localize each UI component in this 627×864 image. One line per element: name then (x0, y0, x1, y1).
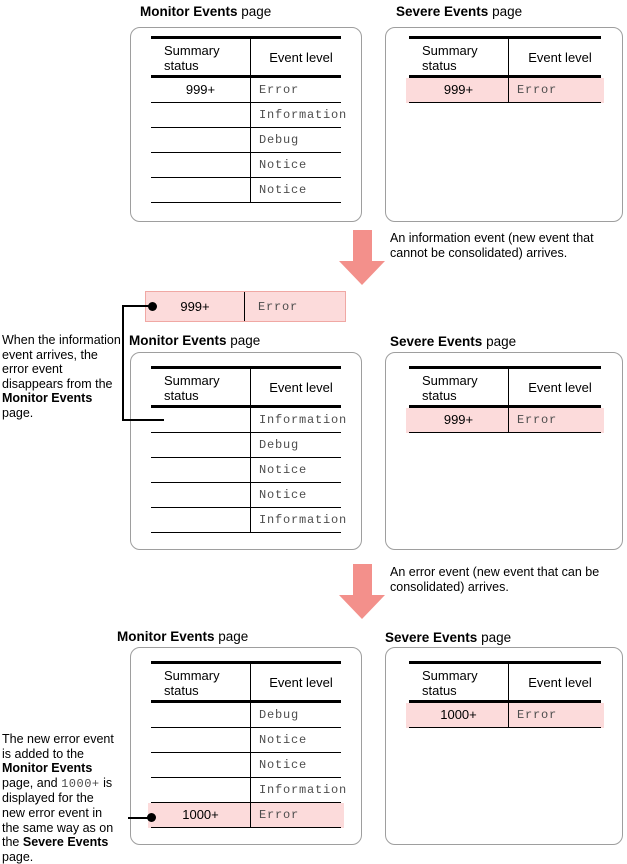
table-header-row (151, 39, 341, 78)
stage3-severe-title (385, 630, 511, 645)
table-header-row (409, 369, 601, 408)
table-row-highlighted (409, 408, 601, 433)
stage3-severe-table (409, 661, 601, 728)
table-row (151, 703, 341, 728)
event-level-cell: Error (517, 708, 558, 722)
connector-line (128, 817, 149, 819)
stage3-monitor-title (117, 629, 248, 644)
stage3-monitor-panel (130, 647, 362, 845)
event-level-header: Event level (269, 674, 333, 690)
severe-events-title-bold: Severe Events (390, 334, 483, 349)
stage1-severe-panel (385, 27, 623, 222)
event-level-cell: Error (244, 292, 345, 321)
summary-status-header: Summary status (151, 39, 251, 75)
stage3-monitor-table (151, 661, 348, 828)
transition1-caption: An information event (new event that cannot be consolidated) arrives. (390, 231, 594, 260)
summary-status-cell: 999+ (409, 408, 509, 432)
table-row (151, 458, 341, 483)
stage2-severe-title (390, 334, 516, 349)
table-row (151, 408, 348, 433)
table-row (151, 778, 348, 803)
summary-status-cell (151, 753, 251, 777)
monitor-events-title-bold: Monitor Events (117, 629, 215, 644)
summary-status-header: Summary status (409, 664, 509, 700)
summary-status-cell (151, 458, 251, 482)
summary-status-cell (151, 178, 251, 202)
summary-status-cell (151, 103, 251, 127)
monitor-events-title-bold: Monitor Events (129, 333, 227, 348)
event-level-cell: Information (259, 413, 348, 427)
summary-status-cell: 1000+ (151, 803, 251, 827)
annotation-error-disappears: When the information event arrives, the error event disappears from the Monitor Events page. (2, 333, 121, 420)
table-row-highlighted (151, 803, 341, 828)
event-level-header: Event level (269, 49, 333, 65)
stage1-monitor-table (151, 36, 348, 203)
removed-error-row (145, 291, 346, 322)
page-suffix: page (226, 333, 261, 348)
event-level-cell: Error (517, 83, 558, 97)
summary-status-cell: 999+ (409, 78, 509, 102)
connector-line (122, 305, 124, 421)
stage1-severe-title (396, 4, 522, 19)
arrow-stem (353, 564, 372, 595)
summary-status-cell (151, 508, 251, 532)
table-row (151, 153, 341, 178)
table-row-highlighted (409, 703, 601, 728)
summary-status-cell (151, 128, 251, 152)
table-row (151, 483, 341, 508)
table-row (151, 178, 341, 203)
event-level-cell: Error (259, 808, 300, 822)
stage1-monitor-title (140, 4, 271, 19)
severe-events-title-bold: Severe Events (385, 630, 478, 645)
down-arrow-icon (339, 564, 385, 619)
event-level-header: Event level (269, 379, 333, 395)
event-level-cell: Notice (259, 488, 308, 502)
stage2-monitor-panel (130, 352, 362, 550)
table-row (151, 103, 348, 128)
summary-status-header: Summary status (151, 664, 251, 700)
event-level-cell: Information (259, 108, 348, 122)
stage3-severe-panel (385, 647, 623, 845)
table-row (151, 508, 348, 533)
event-level-cell: Error (259, 83, 300, 97)
event-level-cell: Notice (259, 758, 308, 772)
event-level-cell: Information (259, 783, 348, 797)
event-level-header: Event level (528, 49, 592, 65)
monitor-events-title-bold: Monitor Events (140, 4, 238, 19)
event-level-header: Event level (528, 379, 592, 395)
event-level-cell: Error (517, 413, 558, 427)
arrow-stem (353, 230, 372, 261)
stage2-monitor-table (151, 366, 348, 533)
summary-status-cell: 999+ (151, 78, 251, 102)
table-row (151, 753, 341, 778)
table-row (151, 78, 341, 103)
summary-status-cell (151, 778, 251, 802)
page-suffix: page (488, 4, 523, 19)
severe-events-title-bold: Severe Events (396, 4, 489, 19)
stage2-severe-table (409, 366, 601, 433)
arrow-head (339, 595, 385, 619)
stage1-monitor-panel (130, 27, 362, 222)
table-header-row (409, 39, 601, 78)
connector-bullet (147, 813, 156, 822)
summary-status-header: Summary status (409, 39, 509, 75)
summary-status-header: Summary status (151, 369, 251, 405)
page-suffix: page (237, 4, 272, 19)
event-level-cell: Notice (259, 463, 308, 477)
summary-status-header: Summary status (409, 369, 509, 405)
connector-bullet (148, 302, 157, 311)
arrow-head (339, 261, 385, 285)
summary-status-cell (151, 153, 251, 177)
page-suffix: page (477, 630, 512, 645)
table-row (151, 128, 341, 153)
table-row-highlighted (409, 78, 601, 103)
connector-line (122, 419, 164, 421)
event-level-cell: Debug (259, 133, 300, 147)
event-level-cell: Information (259, 513, 348, 527)
summary-status-cell (151, 703, 251, 727)
event-level-cell: Debug (259, 438, 300, 452)
stage1-severe-table (409, 36, 601, 103)
summary-status-cell (151, 483, 251, 507)
event-level-cell: Debug (259, 708, 300, 722)
table-header-row (151, 664, 341, 703)
summary-status-cell: 1000+ (409, 703, 509, 727)
event-level-cell: Notice (259, 733, 308, 747)
stage2-monitor-title (129, 333, 260, 348)
stage2-severe-panel (385, 352, 623, 550)
summary-status-cell: 999+ (180, 299, 210, 314)
connector-line (122, 305, 150, 307)
table-header-row (409, 664, 601, 703)
event-level-header: Event level (528, 674, 592, 690)
summary-status-cell (151, 433, 251, 457)
summary-status-cell (151, 408, 251, 432)
summary-status-cell (151, 728, 251, 752)
page-suffix: page (482, 334, 517, 349)
table-row (151, 433, 341, 458)
transition2-caption: An error event (new event that can be consolidated) arrives. (390, 565, 600, 594)
page-suffix: page (214, 629, 249, 644)
table-row (151, 728, 341, 753)
table-header-row (151, 369, 341, 408)
down-arrow-icon (339, 230, 385, 285)
annotation-error-added: The new error event is added to the Monitor Events page, and 1000+ is displayed for the new error event in the same way as on the Severe Events page. (2, 732, 114, 864)
event-level-cell: Notice (259, 183, 308, 197)
event-level-cell: Notice (259, 158, 308, 172)
